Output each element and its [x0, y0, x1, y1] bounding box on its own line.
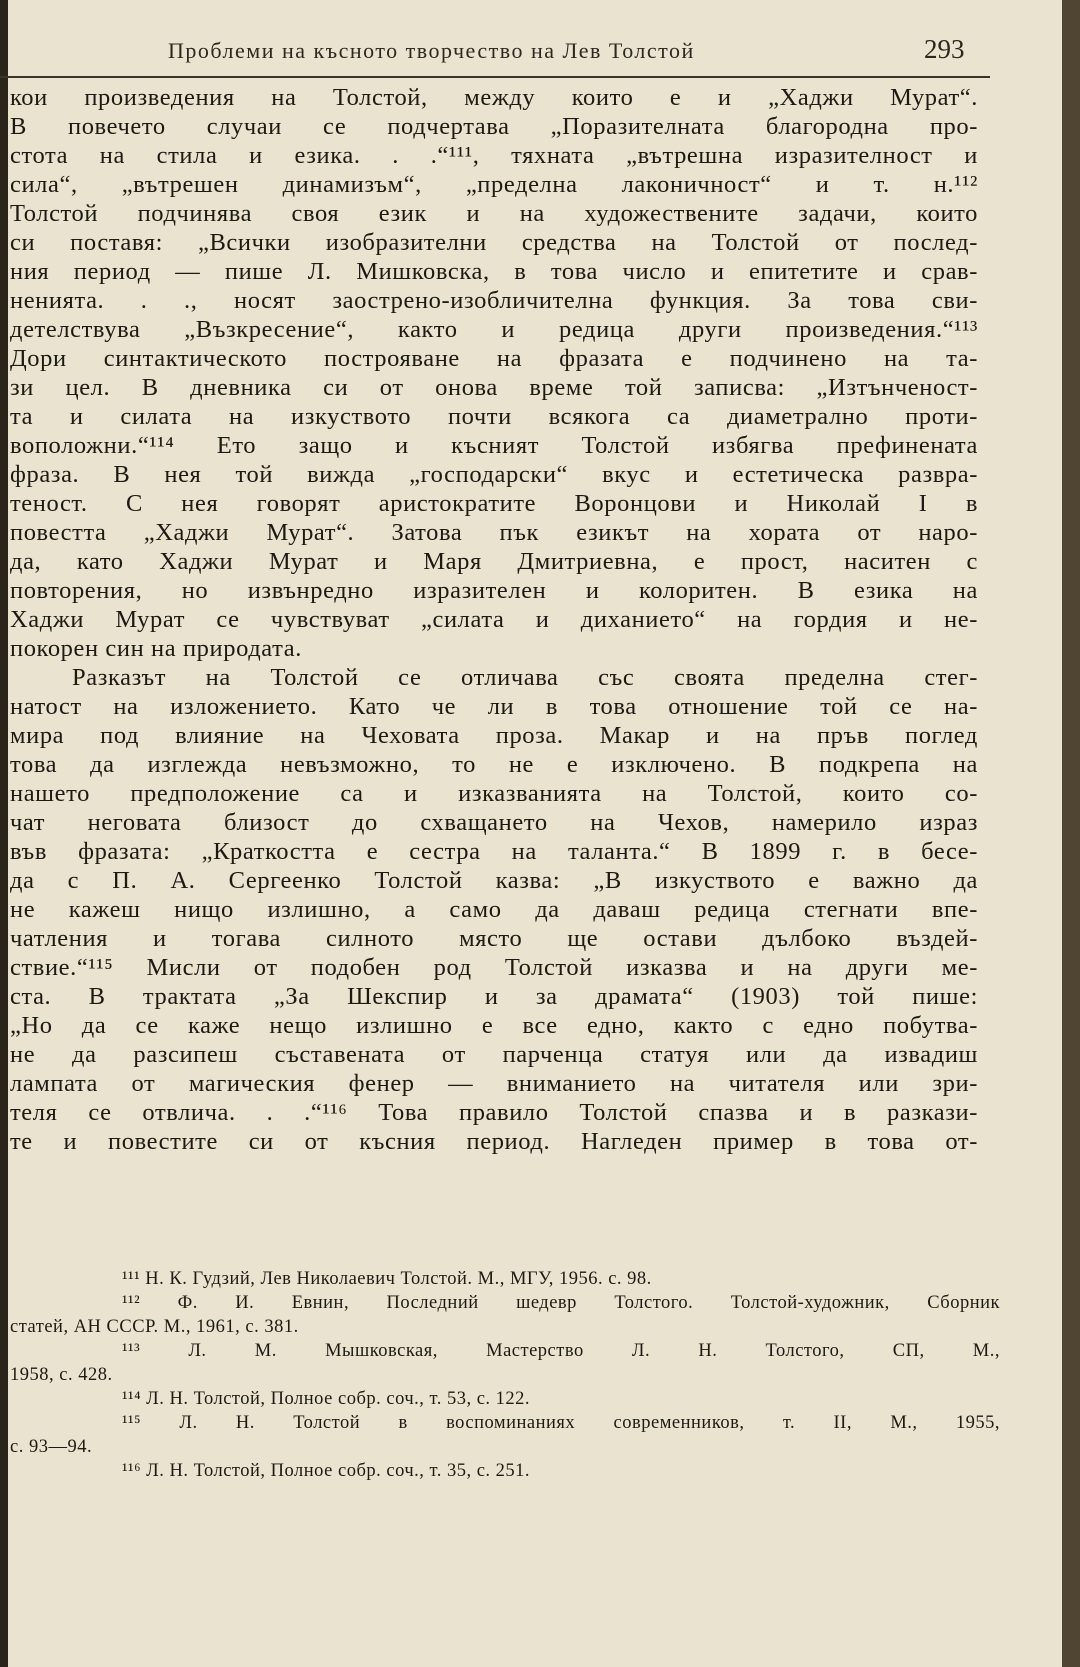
text-line: стота на стила и езика. . .“¹¹¹, тяхната „вътрешна изразителност и	[10, 142, 978, 169]
text-line: това да изглежда невъзможно, то не е изключено. В подкрепа на	[10, 751, 978, 778]
text-line: повторения, но извънредно изразителен и колоритен. В езика на	[10, 577, 978, 604]
text-line: зи цел. В дневника си от онова време той записва: „Изтънченост-	[10, 374, 978, 401]
text-line: Дори синтактическото построяване на фразата е подчинено на та-	[10, 345, 978, 372]
text-line: ствие.“¹¹⁵ Мисли от подобен род Толстой изказва и на други ме-	[10, 954, 978, 981]
text-line: покорен син на природата.	[10, 635, 302, 662]
footnote: ¹¹¹ Н. К. Гудзий, Лев Николаевич Толстой. М., МГУ, 1956. с. 98.	[122, 1269, 652, 1289]
running-header	[0, 34, 1000, 74]
text-line: чат неговата близост до схващането на Чехов, намерило израз	[10, 809, 978, 836]
header-title: Проблеми на късното творчество на Лев Толстой	[168, 38, 695, 63]
text-line: теля се отвлича. . .“¹¹⁶ Това правило Толстой спазва и в разкази-	[10, 1099, 978, 1126]
text-line: Толстой подчинява своя език и на художествените задачи, които	[10, 200, 978, 227]
header-rule	[0, 76, 990, 78]
text-line: повестта „Хаджи Мурат“. Затова пък езикът на хората от наро-	[10, 519, 978, 546]
footnote: ¹¹⁴ Л. Н. Толстой, Полное собр. соч., т. 53, с. 122.	[122, 1389, 531, 1409]
footnote-continuation: статей, АН СССР. М., 1961, с. 381.	[10, 1317, 299, 1337]
scan-background-edge	[1062, 0, 1080, 1667]
text-line: да с П. А. Сергеенко Толстой казва: „В изкуството е важно да	[10, 867, 978, 894]
text-line: ненията. . ., носят заострено-изобличителна функция. За това сви-	[10, 287, 978, 314]
page-number: 293	[924, 34, 965, 64]
text-line: теност. С нея говорят аристократите Воронцови и Николай I в	[10, 490, 978, 517]
footnote-continuation: 1958, с. 428.	[10, 1365, 113, 1385]
text-line: мира под влияние на Чеховата проза. Макар и на пръв поглед	[10, 722, 978, 749]
footnotes	[10, 1267, 1000, 1483]
text-line: натост на изложението. Като че ли в това отношение той се на-	[10, 693, 978, 720]
text-line: да, като Хаджи Мурат и Маря Дмитриевна, е прост, наситен с	[10, 548, 978, 575]
footnote: ¹¹² Ф. И. Евнин, Последний шедевр Толстого. Толстой-художник, Сборник	[122, 1293, 1000, 1313]
text-line: сила“, „вътрешен динамизъм“, „пределна лаконичност“ и т. н.¹¹²	[10, 171, 978, 198]
text-line: не кажеш нищо излишно, а само да даваш редица стегнати впе-	[10, 896, 978, 923]
text-line: те и повестите си от късния период. Нагледен пример в това от-	[10, 1128, 978, 1155]
footnote-continuation: с. 93—94.	[10, 1437, 93, 1457]
text-line: Хаджи Мурат се чувствуват „силата и диханието“ на гордия и не-	[10, 606, 978, 633]
text-line: детелствува „Възкресение“, както и редица други произведения.“¹¹³	[10, 316, 978, 343]
text-line: кои произведения на Толстой, между които е и „Хаджи Мурат“.	[10, 84, 978, 111]
text-line: воположни.“¹¹⁴ Ето защо и късният Толстой избягва префинената	[10, 432, 978, 459]
text-line: си поставя: „Всички изобразителни средства на Толстой от послед-	[10, 229, 978, 256]
text-line: ста. В трактата „За Шекспир и за драмата“ (1903) той пише:	[10, 983, 978, 1010]
text-line: чатления и тогава силното място ще остави дълбоко въздей-	[10, 925, 978, 952]
text-line: В повечето случаи се подчертава „Поразителната благородна про-	[10, 113, 978, 140]
text-line: във фразата: „Краткостта е сестра на таланта.“ В 1899 г. в бесе-	[10, 838, 978, 865]
footnote: ¹¹⁵ Л. Н. Толстой в воспоминаниях современников, т. II, М., 1955,	[122, 1413, 1000, 1433]
text-line: ния период — пише Л. Мишковска, в това число и епитетите и срав-	[10, 258, 978, 285]
text-line: лампата от магическия фенер — вниманието на читателя или зри-	[10, 1070, 978, 1097]
text-line: „Но да се каже нещо излишно е все едно, както с едно побутва-	[10, 1012, 978, 1039]
text-line: фраза. В нея той вижда „господарски“ вкус и естетическа развра-	[10, 461, 978, 488]
page-binding-edge	[0, 0, 8, 1667]
text-line: та и силата на изкуството почти всякога са диаметрално проти-	[10, 403, 978, 430]
paragraph-first-line: Разказът на Толстой се отличава със своята пределна стег-	[72, 664, 978, 691]
text-line: не да разсипеш съставената от парченца статуя или да извадиш	[10, 1041, 978, 1068]
main-text	[10, 83, 978, 1156]
footnote: ¹¹³ Л. М. Мышковская, Мастерство Л. Н. Толстого, СП, М.,	[122, 1341, 1000, 1361]
footnote: ¹¹⁶ Л. Н. Толстой, Полное собр. соч., т. 35, с. 251.	[122, 1461, 531, 1481]
text-line: нашето предположение са и изказванията на Толстой, които со-	[10, 780, 978, 807]
